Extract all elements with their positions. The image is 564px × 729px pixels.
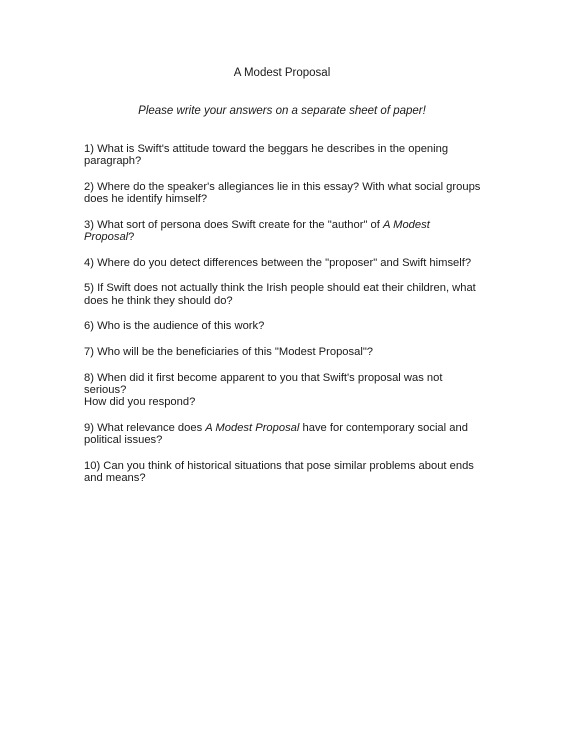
question-text-line: Where do you detect differences between the "proposer" and Swift himself? <box>97 256 472 269</box>
question-3 <box>84 219 484 243</box>
question-text-line: If Swift does not actually think the Irish people should eat their children, what <box>97 282 476 295</box>
question-9 <box>84 422 484 446</box>
question-number: 1) <box>84 143 94 155</box>
question-number: 2) <box>84 180 94 193</box>
question-number: 9) <box>84 421 94 434</box>
question-list <box>84 143 484 498</box>
question-text-line: does he think they should do? <box>84 294 233 307</box>
question-1 <box>84 143 484 167</box>
question-text-line: Who is the audience of this work? <box>97 320 265 333</box>
question-10 <box>84 460 484 484</box>
question-text-line: and means? <box>84 471 146 484</box>
question-text-line: What sort of persona does Swift create for the "author" of <box>97 218 383 231</box>
question-text-line: ? <box>128 231 135 244</box>
question-7 <box>84 346 484 358</box>
question-text-line: When did it first become apparent to you that Swift's proposal was not <box>97 371 443 384</box>
question-number: 7) <box>84 346 94 359</box>
question-text-line: does he identify himself? <box>84 193 208 206</box>
question-text-line: paragraph? <box>84 155 142 168</box>
question-text-line: political issues? <box>84 434 163 447</box>
question-number: 3) <box>84 218 94 231</box>
question-text-line: serious? <box>84 383 127 396</box>
question-text-line: Who will be the beneficiaries of this "Modest Proposal"? <box>97 346 374 359</box>
question-text-line: have for contemporary social and <box>299 421 468 434</box>
work-title-italic: A Modest <box>382 218 430 231</box>
question-6 <box>84 320 484 332</box>
document-title: A Modest Proposal <box>233 67 331 79</box>
work-title-italic: Proposal <box>84 231 129 244</box>
question-text-line: Where do the speaker's allegiances lie in this essay? With what social groups <box>97 180 481 193</box>
question-text-line: What is Swift's attitude toward the beggars he describes in the opening <box>97 143 449 155</box>
question-8 <box>84 372 484 409</box>
question-number: 8) <box>84 371 94 384</box>
question-number: 6) <box>84 320 94 333</box>
question-5 <box>84 282 484 306</box>
instructions-text: Please write your answers on a separate sheet of paper! <box>138 105 426 117</box>
question-number: 4) <box>84 256 94 269</box>
work-title-italic: A Modest Proposal <box>205 421 300 434</box>
question-4 <box>84 257 484 269</box>
question-number: 10) <box>84 459 101 472</box>
question-text-line: How did you respond? <box>84 396 196 409</box>
question-text-line: Can you think of historical situations that pose similar problems about ends <box>103 459 474 472</box>
question-text-line: What relevance does <box>97 421 206 434</box>
question-number: 5) <box>84 282 94 295</box>
question-2 <box>84 181 484 205</box>
